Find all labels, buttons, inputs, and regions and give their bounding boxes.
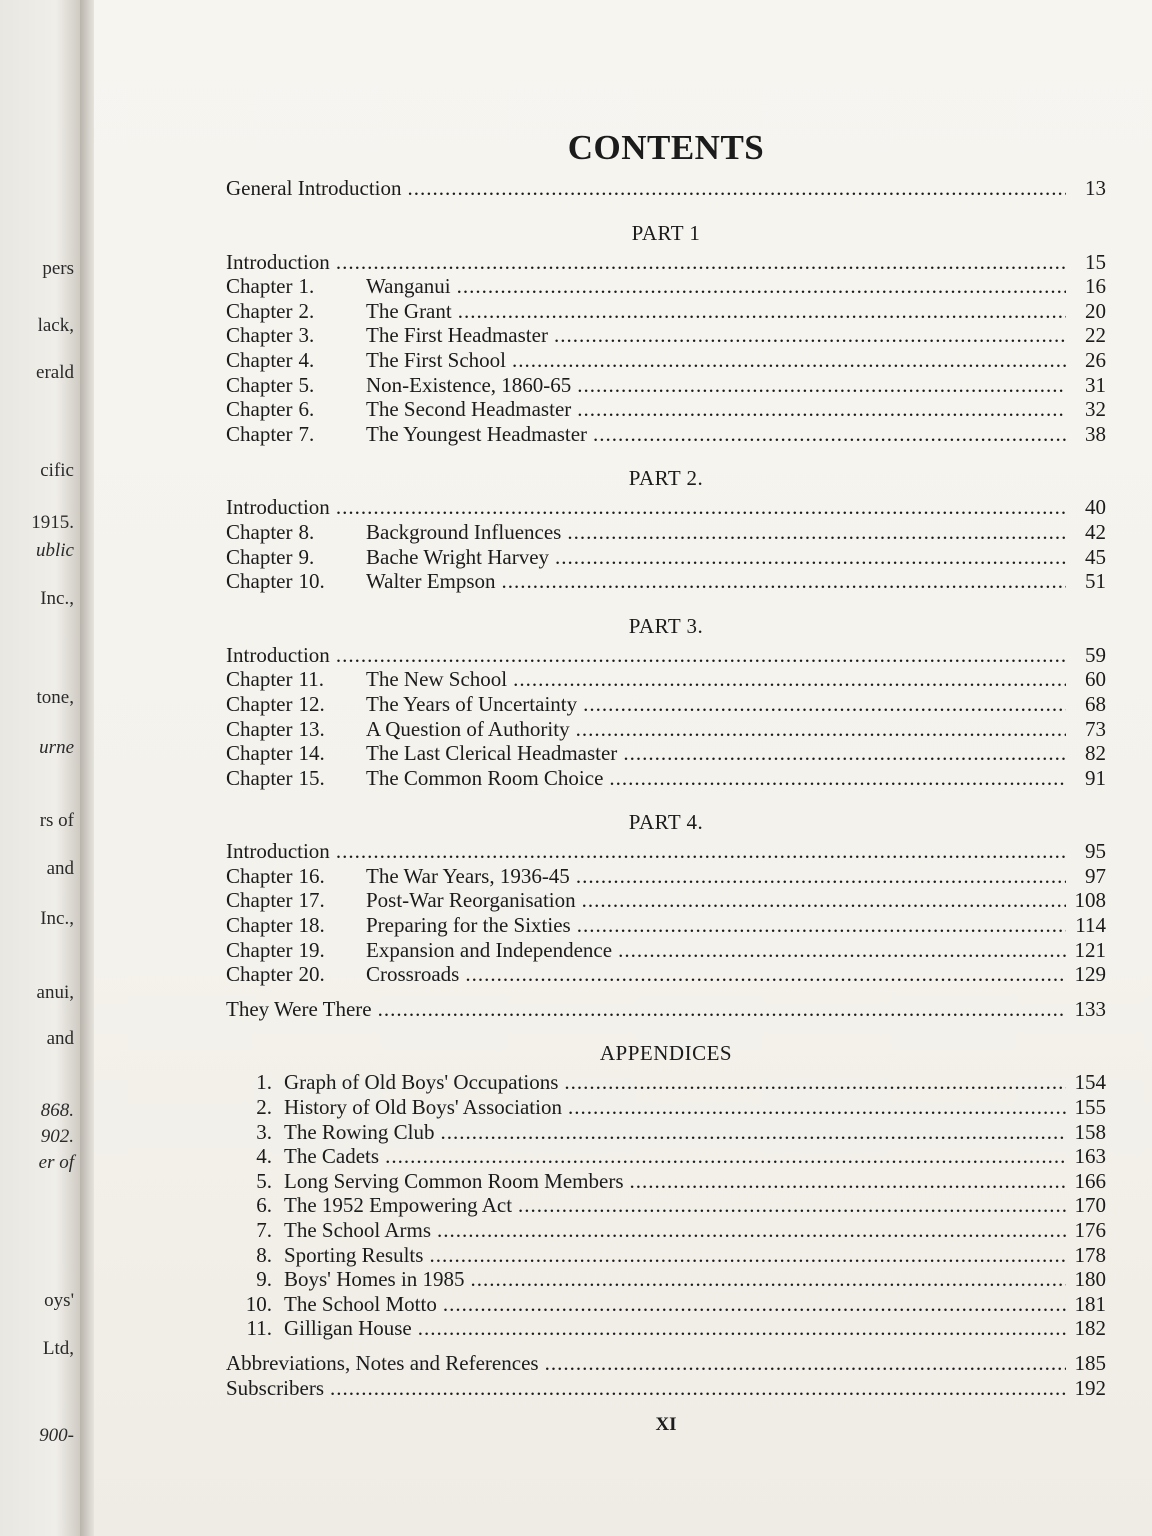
- appendix-label: History of Old Boys' Association: [284, 1095, 562, 1120]
- left-page-text-fragment: tone,: [36, 687, 74, 708]
- toc-entry-page: 32: [1085, 397, 1106, 422]
- appendix-number: 3.: [256, 1119, 272, 1144]
- toc-entry-title: [226, 888, 576, 913]
- appendix-title: [234, 1243, 423, 1268]
- appendix-title: [234, 1070, 558, 1095]
- toc-entry-page: 31: [1085, 372, 1106, 397]
- toc-entry-title: [226, 913, 571, 938]
- leader-dots: [609, 766, 1066, 791]
- chapter-word: Chapter: [226, 888, 293, 913]
- toc-entry-label: Background Influences: [366, 519, 562, 544]
- toc-entry-page: 108: [1074, 888, 1106, 913]
- appendix-entry: [226, 1193, 1106, 1218]
- toc-entry: [226, 667, 1106, 692]
- chapter-word-group: [226, 766, 366, 791]
- appendix-page: 178: [1074, 1242, 1106, 1267]
- left-page-text-fragment: 868.: [40, 1100, 74, 1121]
- toc-entry-page: 82: [1085, 741, 1106, 766]
- chapter-word: Chapter: [226, 741, 293, 766]
- toc-entry-page: 192: [1074, 1375, 1106, 1400]
- toc-entry-label: Introduction: [226, 249, 330, 274]
- leader-dots: [457, 274, 1066, 299]
- toc-entry-label: Bache Wright Harvey: [366, 544, 550, 569]
- toc-entry-page: 95: [1085, 839, 1106, 864]
- toc-entry-label: They Were There: [226, 996, 372, 1021]
- leader-dots: [554, 323, 1066, 348]
- toc-entry-title: [226, 766, 603, 791]
- chapter-word-group: [226, 938, 366, 963]
- appendix-number: 10.: [245, 1291, 272, 1316]
- chapter-word-group: [226, 888, 366, 913]
- appendix-label: Sporting Results: [284, 1242, 424, 1267]
- toc-entry-page: 73: [1085, 716, 1106, 741]
- chapter-number: 3.: [298, 323, 315, 348]
- chapter-word-group: [226, 692, 366, 717]
- appendix-entry: [226, 1218, 1106, 1243]
- toc-entry-label: A Question of Authority: [366, 716, 570, 741]
- leader-dots: [567, 520, 1066, 545]
- toc-entry-page: 185: [1074, 1350, 1106, 1375]
- toc-entry-title: [226, 373, 571, 398]
- toc-entry-title: [226, 692, 577, 717]
- toc-entry-page: 97: [1085, 863, 1106, 888]
- left-page-text-fragment: rs of: [39, 810, 74, 831]
- toc-entry-label: The Common Room Choice: [366, 765, 604, 790]
- leader-dots: [437, 1218, 1066, 1243]
- chapter-word: Chapter: [226, 544, 293, 569]
- appendix-entry: [226, 1070, 1106, 1095]
- appendix-page: 166: [1074, 1168, 1106, 1193]
- appendix-title: [234, 1120, 435, 1145]
- chapter-word: Chapter: [226, 569, 293, 594]
- toc-entry-label: Introduction: [226, 495, 330, 520]
- appendix-number: 7.: [256, 1218, 272, 1242]
- toc-entry-title: [226, 569, 496, 594]
- toc-entry-title: [226, 520, 561, 545]
- appendix-title: [234, 1316, 412, 1341]
- toc-entry-label: The New School: [366, 667, 508, 692]
- toc-entry-label: The Youngest Headmaster: [366, 421, 588, 446]
- chapter-word: Chapter: [226, 323, 293, 348]
- toc-entry-page: 121: [1074, 937, 1106, 962]
- chapter-word-group: [226, 397, 366, 422]
- toc-entry-label: Crossroads: [366, 962, 460, 987]
- chapter-number: 1.: [298, 274, 315, 299]
- appendix-title: [234, 1144, 379, 1169]
- toc-entry-label: Introduction: [226, 642, 330, 667]
- chapter-number: 4.: [298, 347, 315, 372]
- toc-entry: [226, 692, 1106, 717]
- chapter-number: 13.: [298, 716, 325, 741]
- leader-dots: [630, 1169, 1067, 1194]
- chapter-number: 5.: [298, 372, 315, 397]
- toc-entry: [226, 299, 1106, 324]
- toc-entry-title: [226, 667, 507, 692]
- appendix-label: Graph of Old Boys' Occupations: [284, 1070, 559, 1095]
- toc-entry-label: The First Headmaster: [366, 323, 548, 348]
- appendix-title: [234, 1193, 512, 1218]
- appendix-entry: [226, 1292, 1106, 1317]
- chapter-word-group: [226, 717, 366, 742]
- toc-entry-page: 20: [1085, 298, 1106, 323]
- toc-entry-page: 38: [1085, 421, 1106, 446]
- appendix-title: [234, 1169, 624, 1194]
- leader-dots: [471, 1267, 1066, 1292]
- chapter-number: 10.: [298, 569, 325, 594]
- appendix-page: 180: [1074, 1267, 1106, 1292]
- book-gutter: [80, 0, 94, 1536]
- leader-dots: [429, 1243, 1066, 1268]
- toc-entry-label: Non-Existence, 1860-65: [366, 372, 572, 397]
- appendix-page: 182: [1074, 1316, 1106, 1341]
- chapter-number: 17.: [298, 888, 325, 913]
- leader-dots: [555, 545, 1066, 570]
- appendix-entry: [226, 1169, 1106, 1194]
- toc-entry-label: Wanganui: [366, 274, 451, 299]
- chapter-word-group: [226, 348, 366, 373]
- chapter-word: Chapter: [226, 667, 293, 692]
- appendix-label: Long Serving Common Room Members: [284, 1168, 624, 1193]
- toc-entry-label: Expansion and Independence: [366, 937, 613, 962]
- leader-dots: [545, 1351, 1066, 1376]
- leader-dots: [593, 422, 1066, 447]
- leader-dots: [336, 839, 1066, 864]
- leader-dots: [458, 299, 1066, 324]
- chapter-word-group: [226, 913, 366, 938]
- part-heading: PART 4.: [628, 810, 704, 835]
- toc-entry-page: 45: [1085, 544, 1106, 569]
- appendix-page: 158: [1074, 1119, 1106, 1144]
- leader-dots: [408, 176, 1066, 201]
- toc-entry-label: The Last Clerical Headmaster: [366, 741, 618, 766]
- toc-entry-title: [226, 717, 570, 742]
- leader-dots: [564, 1070, 1066, 1095]
- toc-entry: [226, 962, 1106, 987]
- left-page-text-fragment: pers: [42, 258, 74, 279]
- appendix-number: 2.: [256, 1095, 272, 1120]
- chapter-number: 12.: [298, 691, 325, 716]
- chapter-word-group: [226, 864, 366, 889]
- appendices-list: [226, 1070, 1106, 1341]
- chapter-number: 15.: [298, 765, 325, 790]
- toc-entry-label: Preparing for the Sixties: [366, 913, 571, 938]
- toc-entry-title: [226, 323, 548, 348]
- toc-entry-page: 15: [1085, 249, 1106, 274]
- chapter-word-group: [226, 299, 366, 324]
- toc-entry-title: [226, 864, 570, 889]
- left-page-text-fragment: Inc.,: [40, 908, 74, 929]
- part-heading: PART 3.: [628, 613, 704, 638]
- left-page-text-fragment: ublic: [36, 540, 74, 561]
- toc-entry-title: [226, 962, 459, 987]
- appendix-entry: [226, 1316, 1106, 1341]
- toc-entry: [226, 888, 1106, 913]
- toc-entry-title: [226, 422, 587, 447]
- appendix-entry: [226, 1144, 1106, 1169]
- toc-entry: [226, 545, 1106, 570]
- leader-dots: [441, 1120, 1067, 1145]
- appendix-page: 154: [1074, 1070, 1106, 1095]
- appendix-label: The Rowing Club: [284, 1119, 435, 1144]
- toc-entry-page: 26: [1085, 347, 1106, 372]
- toc-entry-page: 16: [1085, 274, 1106, 299]
- contents-list: [226, 128, 1106, 1436]
- appendices-heading: APPENDICES: [599, 1041, 733, 1066]
- leader-dots: [418, 1316, 1066, 1341]
- parts-container: [226, 221, 1106, 987]
- page-title: CONTENTS: [567, 128, 765, 167]
- appendix-number: 1.: [256, 1070, 272, 1095]
- chapter-number: 11.: [298, 667, 324, 692]
- leader-dots: [576, 864, 1066, 889]
- chapter-number: 14.: [298, 741, 325, 766]
- appendix-entry: [226, 1243, 1106, 1268]
- toc-entry: [226, 373, 1106, 398]
- toc-entry-label: Walter Empson: [366, 569, 496, 594]
- appendix-entry: [226, 1120, 1106, 1145]
- chapter-word: Chapter: [226, 716, 293, 741]
- toc-entry-page: 42: [1085, 519, 1106, 544]
- toc-entry-page: 68: [1085, 691, 1106, 716]
- toc-entry-title: [226, 545, 549, 570]
- chapter-number: 20.: [298, 962, 325, 987]
- appendix-entry: [226, 1267, 1106, 1292]
- toc-entry-label: The Years of Uncertainty: [366, 691, 578, 716]
- toc-entry: [226, 274, 1106, 299]
- leader-dots: [336, 643, 1066, 668]
- leader-dots: [336, 250, 1066, 275]
- toc-entry: [226, 569, 1106, 594]
- toc-entry-label: General Introduction: [226, 176, 402, 200]
- chapter-word-group: [226, 520, 366, 545]
- leader-dots: [330, 1376, 1066, 1401]
- appendix-label: Boys' Homes in 1985: [284, 1267, 465, 1292]
- chapter-word: Chapter: [226, 765, 293, 790]
- contents-page: [94, 0, 1152, 1536]
- leader-dots: [385, 1144, 1066, 1169]
- appendix-title: [234, 1095, 562, 1120]
- toc-entry: [226, 913, 1106, 938]
- toc-entry: [226, 766, 1106, 791]
- toc-entry-label: Subscribers: [226, 1375, 324, 1400]
- toc-entry-page: 51: [1085, 569, 1106, 594]
- left-page-text-fragment: 1915.: [31, 512, 74, 533]
- appendix-entry: [226, 1095, 1106, 1120]
- toc-entry-title: [226, 495, 330, 520]
- toc-entry-label: The Grant: [366, 298, 452, 323]
- toc-entry-subscribers: [226, 1376, 1106, 1401]
- toc-entry-label: Post-War Reorganisation: [366, 888, 576, 913]
- appendix-page: 163: [1074, 1144, 1106, 1169]
- toc-entry: [226, 397, 1106, 422]
- leader-dots: [513, 667, 1066, 692]
- chapter-number: 19.: [298, 937, 325, 962]
- chapter-word-group: [226, 545, 366, 570]
- toc-entry: [226, 643, 1106, 668]
- toc-entry-title: [226, 299, 452, 324]
- left-page-text-fragment: oys': [44, 1290, 74, 1311]
- toc-entry-label: The Second Headmaster: [366, 397, 572, 422]
- appendix-label: The Cadets: [284, 1144, 380, 1169]
- left-page-text-fragment: lack,: [37, 315, 74, 336]
- appendix-label: The 1952 Empowering Act: [284, 1193, 513, 1218]
- toc-entry-title: [226, 839, 330, 864]
- toc-entry-label: Abbreviations, Notes and References: [226, 1350, 539, 1375]
- toc-entry: [226, 422, 1106, 447]
- chapter-number: 7.: [298, 421, 315, 446]
- toc-entry-page: 114: [1075, 913, 1106, 938]
- left-page-text-fragment: anui,: [36, 982, 74, 1003]
- leader-dots: [378, 997, 1066, 1022]
- page-number: XI: [655, 1414, 677, 1436]
- toc-entry-title: [226, 348, 506, 373]
- chapter-word-group: [226, 323, 366, 348]
- chapter-word: Chapter: [226, 863, 293, 888]
- appendix-title: [234, 1292, 437, 1317]
- left-page-text-fragment: er of: [38, 1152, 74, 1173]
- chapter-number: 16.: [298, 863, 325, 888]
- toc-entry: [226, 717, 1106, 742]
- leader-dots: [443, 1292, 1066, 1317]
- appendix-number: 8.: [256, 1242, 272, 1267]
- chapter-word-group: [226, 422, 366, 447]
- toc-entry-title: [226, 938, 612, 963]
- chapter-word: Chapter: [226, 274, 293, 299]
- leader-dots: [577, 397, 1066, 422]
- toc-entry-they-were-there: [226, 997, 1106, 1022]
- left-page-text-fragment: Ltd,: [42, 1338, 74, 1359]
- leader-dots: [336, 495, 1066, 520]
- appendix-page: 176: [1074, 1218, 1106, 1242]
- appendix-title: [234, 1267, 465, 1292]
- toc-entry-page: 60: [1085, 667, 1106, 692]
- toc-entry-title: [226, 397, 571, 422]
- appendix-number: 9.: [256, 1267, 272, 1292]
- toc-entry-page: 40: [1085, 495, 1106, 520]
- appendix-label: Gilligan House: [284, 1316, 412, 1341]
- appendix-label: The School Motto: [284, 1291, 437, 1316]
- chapter-word-group: [226, 373, 366, 398]
- toc-entry-page: 91: [1085, 765, 1106, 790]
- leader-dots: [512, 348, 1066, 373]
- toc-entry: [226, 323, 1106, 348]
- toc-entry-page: 13: [1085, 176, 1106, 200]
- appendix-number: 6.: [256, 1193, 272, 1218]
- chapter-word: Chapter: [226, 298, 293, 323]
- chapter-word: Chapter: [226, 519, 293, 544]
- chapter-number: 18.: [298, 913, 325, 938]
- chapter-number: 2.: [298, 298, 315, 323]
- left-page-text-fragment: cific: [40, 460, 74, 481]
- leader-dots: [576, 717, 1066, 742]
- left-page-text-fragment: Inc.,: [40, 588, 74, 609]
- appendix-label: The School Arms: [284, 1218, 431, 1242]
- toc-entry: [226, 938, 1106, 963]
- toc-entry-page: 133: [1074, 996, 1106, 1021]
- appendix-page: 155: [1074, 1095, 1106, 1120]
- toc-entry: [226, 348, 1106, 373]
- toc-entry-label: The First School: [366, 347, 506, 372]
- left-page-text-fragment: urne: [39, 737, 74, 758]
- left-page-text-fragment: and: [46, 1028, 74, 1049]
- leader-dots: [582, 888, 1066, 913]
- toc-entry-title: [226, 274, 451, 299]
- toc-entry-abbreviations: [226, 1351, 1106, 1376]
- toc-entry: [226, 495, 1106, 520]
- left-page-text-fragment: and: [46, 858, 74, 879]
- toc-entry: [226, 864, 1106, 889]
- toc-entry-page: 22: [1085, 323, 1106, 348]
- left-page-text-fragment: 900-: [39, 1425, 74, 1446]
- chapter-number: 8.: [298, 519, 315, 544]
- chapter-number: 6.: [298, 397, 315, 422]
- toc-entry-general-introduction: [226, 176, 1106, 201]
- chapter-word: Chapter: [226, 691, 293, 716]
- chapter-word: Chapter: [226, 421, 293, 446]
- appendix-number: 5.: [256, 1168, 272, 1193]
- toc-entry-title: [226, 741, 617, 766]
- appendix-page: 181: [1074, 1291, 1106, 1316]
- part-heading: PART 2.: [628, 466, 704, 491]
- chapter-word: Chapter: [226, 913, 293, 938]
- toc-entry-page: 59: [1085, 642, 1106, 667]
- chapter-word-group: [226, 569, 366, 594]
- leader-dots: [577, 373, 1066, 398]
- leader-dots: [568, 1095, 1066, 1120]
- leader-dots: [623, 741, 1066, 766]
- leader-dots: [618, 938, 1066, 963]
- toc-entry-title: [226, 250, 330, 275]
- leader-dots: [502, 569, 1066, 594]
- toc-entry: [226, 250, 1106, 275]
- toc-entry-title: [226, 643, 330, 668]
- toc-entry: [226, 741, 1106, 766]
- chapter-word: Chapter: [226, 962, 293, 987]
- leader-dots: [577, 913, 1066, 938]
- chapter-word: Chapter: [226, 372, 293, 397]
- toc-entry-page: 129: [1074, 962, 1106, 987]
- left-page-edge: [0, 0, 80, 1536]
- appendix-number: 4.: [256, 1144, 272, 1169]
- leader-dots: [518, 1193, 1066, 1218]
- leader-dots: [465, 962, 1066, 987]
- appendix-title: [234, 1218, 431, 1243]
- chapter-number: 9.: [298, 544, 315, 569]
- toc-entry-label: Introduction: [226, 839, 330, 864]
- chapter-word-group: [226, 741, 366, 766]
- left-page-text-fragment: 902.: [40, 1126, 74, 1147]
- chapter-word-group: [226, 962, 366, 987]
- left-page-text-fragment: erald: [36, 362, 74, 383]
- leader-dots: [583, 692, 1066, 717]
- chapter-word: Chapter: [226, 937, 293, 962]
- chapter-word: Chapter: [226, 347, 293, 372]
- chapter-word: Chapter: [226, 397, 293, 422]
- part-heading: PART 1: [631, 220, 701, 245]
- toc-entry: [226, 520, 1106, 545]
- appendix-number: 11.: [246, 1316, 272, 1341]
- chapter-word-group: [226, 667, 366, 692]
- toc-entry: [226, 839, 1106, 864]
- chapter-word-group: [226, 274, 366, 299]
- appendix-page: 170: [1074, 1193, 1106, 1218]
- toc-entry-label: The War Years, 1936-45: [366, 863, 570, 888]
